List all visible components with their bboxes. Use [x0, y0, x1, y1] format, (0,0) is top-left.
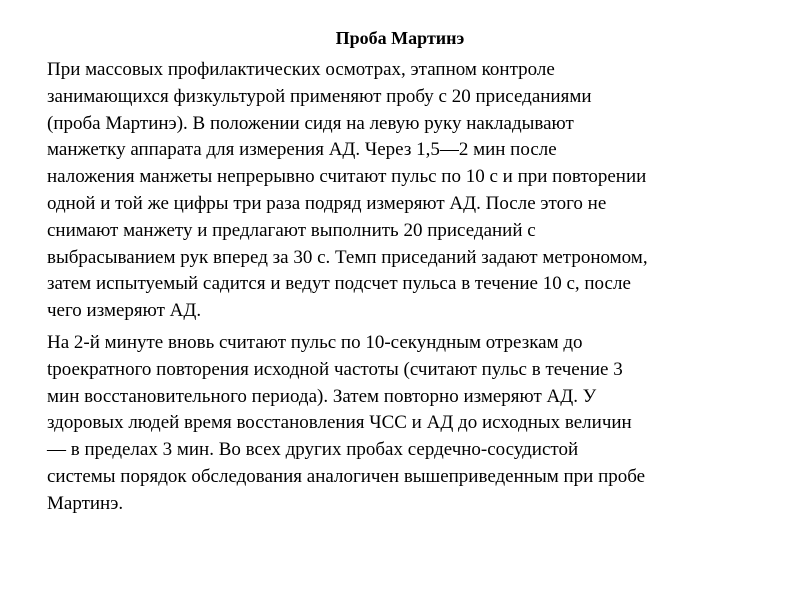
paragraph-2: На 2-й минуте вновь считают пульс по 10-секундным отрезкам до tроекратного повторения исходной частоты (считают пульс в течение 3 мин восстановительного периода). Затем повторно измеряют АД. У здоровых людей время восстановления ЧСС и АД до исходных величин — в пределах 3 мин. Во всех других пробах сердечно-сосудистой системы порядок обследования аналогичен вышеприведенным при пробе Мартинэ.: [47, 331, 646, 514]
slide-body: [47, 57, 769, 518]
paragraph-1: При массовых профилактических осмотрах, этапном контроле занимающихся физкультурой применяют пробу с 20 приседаниями (проба Мартинэ). В положении сидя на левую руку накладывают манжетку аппарата для измерения АД. Через 1,5—2 мин после наложения манжеты непрерывно считают пульс по 10 с и при повторении одной и той же цифры три раза подряд измеряют АД. После этого не снимают манжету и предлагают выполнить 20 приседаний с выбрасыванием рук вперед за 30 с. Темп приседаний задают метрономом, затем испытуемый садится и ведут подсчет пульса в течение 10 с, после чего измеряют АД.: [47, 59, 648, 322]
slide-title: Проба Мартинэ: [335, 28, 465, 48]
